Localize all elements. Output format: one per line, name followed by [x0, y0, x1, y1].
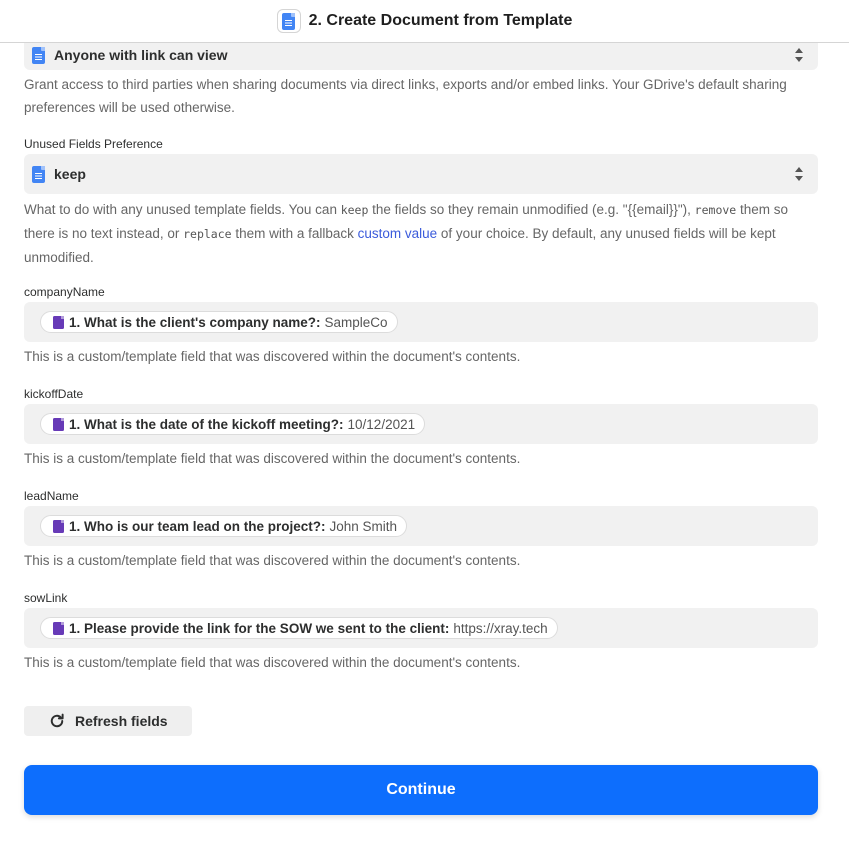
field-input-sowLink[interactable] — [24, 608, 818, 648]
field-input-companyName[interactable] — [24, 302, 818, 342]
google-docs-icon — [32, 166, 45, 183]
refresh-fields-button[interactable] — [24, 706, 192, 736]
google-docs-icon — [32, 47, 45, 64]
field-label-leadName: leadName — [24, 489, 79, 503]
custom-value-link[interactable]: custom value — [357, 226, 438, 241]
unused-fields-value: keep — [54, 166, 86, 182]
select-arrows-icon — [795, 167, 804, 181]
step-header — [0, 0, 849, 43]
select-arrows-icon — [795, 48, 804, 62]
mapped-value-pill[interactable]: 1. What is the client's company name?: SampleCo — [40, 311, 398, 333]
field-help-leadName: This is a custom/template field that was discovered within the document's contents. — [24, 553, 521, 568]
sharing-help-text: Grant access to third parties when sharing documents via direct links, exports and/or embed links. Your GDrive's default sharing preferences will be used otherwise. — [24, 77, 787, 115]
field-help-sowLink: This is a custom/template field that was discovered within the document's contents. — [24, 655, 521, 670]
field-label-sowLink: sowLink — [24, 591, 68, 605]
continue-button[interactable]: Continue — [24, 765, 818, 815]
field-help-companyName: This is a custom/template field that was discovered within the document's contents. — [24, 349, 521, 364]
field-input-leadName[interactable] — [24, 506, 818, 546]
field-input-kickoffDate[interactable] — [24, 404, 818, 444]
unused-fields-help-text: What to do with any unused template fields. You can keep the fields so they remain unmodified (e.g. "{{email}}"), remove them so there is no text instead, or replace them with a fallback custom value of your choice. By default, any unused fields will be kept unmodified. — [24, 202, 788, 265]
google-forms-icon — [53, 520, 64, 533]
google-forms-icon — [53, 316, 64, 329]
google-docs-icon — [282, 13, 295, 30]
mapped-value-pill[interactable]: 1. Who is our team lead on the project?: John Smith — [40, 515, 407, 537]
google-forms-icon — [53, 622, 64, 635]
mapped-value-pill[interactable]: 1. What is the date of the kickoff meeting?: 10/12/2021 — [40, 413, 425, 435]
refresh-fields-label: Refresh fields — [75, 713, 168, 729]
unused-fields-select[interactable] — [24, 154, 818, 194]
field-label-companyName: companyName — [24, 285, 105, 299]
refresh-icon — [48, 712, 66, 730]
google-forms-icon — [53, 418, 64, 431]
step-title: 2. Create Document from Template — [308, 12, 573, 29]
mapped-value-pill[interactable]: 1. Please provide the link for the SOW we sent to the client: https://xray.tech — [40, 617, 558, 639]
unused-fields-label: Unused Fields Preference — [24, 137, 163, 151]
sharing-preference-value: Anyone with link can view — [54, 47, 228, 63]
field-label-kickoffDate: kickoffDate — [24, 387, 84, 401]
google-docs-icon-badge — [277, 9, 301, 33]
field-help-kickoffDate: This is a custom/template field that was discovered within the document's contents. — [24, 451, 521, 466]
